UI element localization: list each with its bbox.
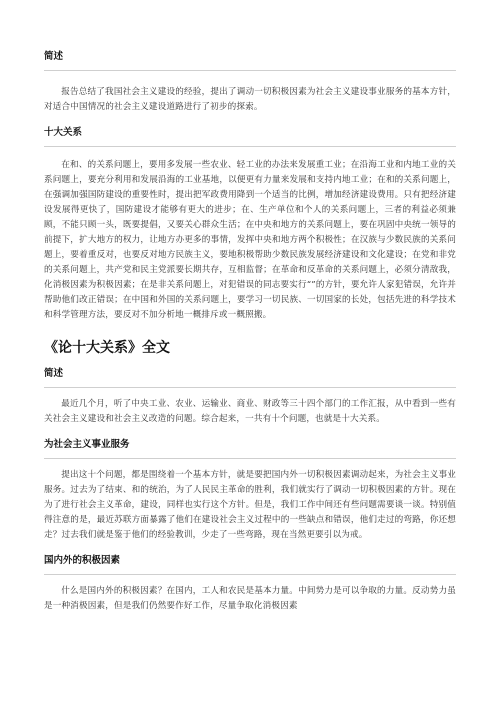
section-paragraph: 报告总结了我国社会主义建设的经验，提出了调动一切积极因素为社会主义建设事业服务的基本方针，对适合中国情况的社会主义建设道路进行了初步的探索。 (44, 87, 456, 112)
section-heading: 国内外的积极因素 (44, 555, 121, 566)
divider (44, 458, 456, 459)
section-paragraph: 最近几个月，听了中央工业、农业、运输业、商业、财政等三十四个部门的工作汇报，从中看到一些有关社会主义建设和社会主义改造的问题。综合起来，一共有十个问题，也就是十大关系。 (44, 399, 456, 424)
section-paragraph: 什么是国内外的积极因素？在国内，工人和农民是基本力量。中间势力是可以争取的力量。反动势力虽是一种消极因素，但是我们仍然要作好工作，尽量争取化消极因素 (44, 586, 456, 611)
section-summary (44, 50, 456, 115)
document-page (44, 50, 456, 614)
section-ten-relations (44, 126, 456, 323)
section-serve-socialism (44, 438, 456, 543)
section-heading: 十大关系 (44, 127, 83, 138)
section-heading: 简述 (44, 51, 64, 62)
divider (44, 70, 456, 71)
section-heading: 简述 (44, 368, 64, 379)
divider (44, 146, 456, 147)
section-paragraph: 在和、的关系问题上，要用多发展一些农业、轻工业的办法来发展重工业；在沿海工业和内地工业的关系问题上，要充分利用和发展沿海的工业基地，以便更有力量来发展和支持内地工业；在和的关系问题上，在强调加强国防建设的重要性时，提出把军政费用降到一个适当的比例，增加经济建设费用。只有把经济建设发展得更快了，国防建设才能够有更大的进步；在、生产单位和个人的关系问题上，三者的利益必须兼顾，不能只顾一头，既要提倡，又要关心群众生活；在中央和地方的关系问题上，要在巩固中央统一领导的前提下，扩大地方的权力，让地方办更多的事情，发挥中央和地方两个积极性；在汉族与少数民族的关系问题上，要着重反对，也要反对地方民族主义，要地积极帮助少数民族发展经济建设和文化建设；在党和非党的关系问题上，共产党和民主党派要长期共存，互相监督；在革命和反革命的关系问题上，必须分清敌我，化消极因素为积极因素；在是非关系问题上，对犯错误的同志要实行“”的方针，要允许人家犯错误，允许并帮助他们改正错误；在中国和外国的关系问题上，要学习一切民族、一切国家的长处，包括先进的科学技术和科学管理方法，要反对不加分析地一概排斥或一概照搬。 (44, 160, 456, 320)
divider (44, 574, 456, 575)
section-intro (44, 367, 456, 427)
section-heading: 为社会主义事业服务 (44, 439, 130, 450)
section-paragraph: 提出这十个问题，都是围绕着一个基本方针，就是要把国内外一切积极因素调动起来，为社会主义事业服务。过去为了结束、和的统治，为了人民民主革命的胜利，我们就实行了调动一切积极因素的方针。现在为了进行社会主义革命，建设，同样也实行这个方针。但是，我们工作中间还有些问题需要谈一谈。特别值得注意的是，最近苏联方面暴露了他们在建设社会主义过程中的一些缺点和错误，他们走过的弯路，你还想走？过去我们就是鉴于他们的经验教训，少走了一些弯路，现在当然更要引以为戒。 (44, 470, 456, 540)
section-positive-factors (44, 554, 456, 614)
document-title: 《论十大关系》全文 (44, 340, 170, 356)
divider (44, 387, 456, 388)
